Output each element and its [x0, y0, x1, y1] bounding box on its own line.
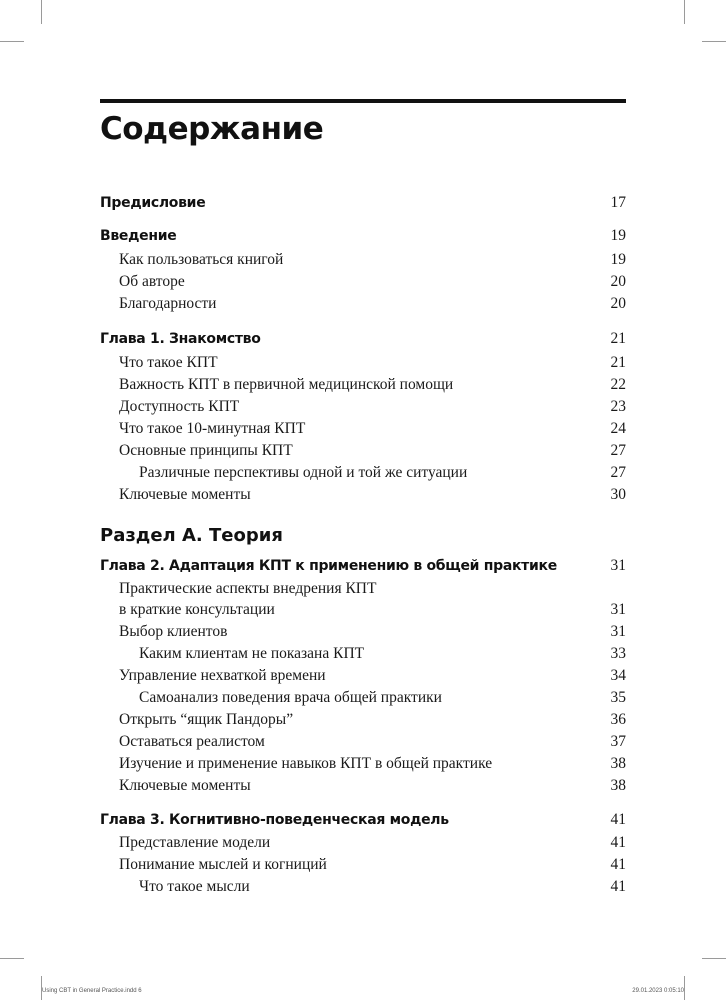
toc-entry-page: 37 — [610, 733, 626, 750]
footer-file-info: Using CBT in General Practice.indd 6 — [42, 988, 142, 994]
toc-entry-chapter-3[interactable] — [100, 811, 626, 833]
toc-entry-page: 17 — [610, 194, 626, 211]
toc-entry[interactable] — [100, 645, 626, 667]
toc-entry-page: 31 — [610, 601, 626, 618]
toc-entry-title: Основные принципы КПТ — [119, 442, 293, 459]
table-of-contents — [100, 0, 626, 1000]
toc-entry-title: Что такое 10-минутная КПТ — [119, 420, 306, 437]
toc-entry-title: Различные перспективы одной и той же ситуации — [139, 464, 468, 481]
toc-entry-page: 41 — [610, 856, 626, 873]
crop-mark — [41, 0, 42, 24]
crop-mark — [702, 41, 726, 42]
toc-entry[interactable] — [100, 623, 626, 645]
toc-entry[interactable] — [100, 601, 626, 623]
toc-entry[interactable] — [100, 580, 626, 602]
toc-entry[interactable] — [100, 251, 626, 273]
crop-mark — [702, 958, 726, 959]
toc-entry[interactable] — [100, 711, 626, 733]
toc-entry-title: Важность КПТ в первичной медицинской помощи — [119, 376, 454, 393]
toc-entry-title: Глава 3. Когнитивно-поведенческая модель — [100, 812, 449, 828]
crop-mark — [684, 976, 685, 1000]
toc-entry-page: 20 — [610, 273, 626, 290]
toc-entry[interactable] — [100, 755, 626, 777]
toc-entry-title: Ключевые моменты — [119, 777, 251, 794]
toc-entry[interactable] — [100, 398, 626, 420]
toc-entry-chapter-1[interactable] — [100, 330, 626, 352]
toc-entry-page: 27 — [610, 442, 626, 459]
page-title: Содержание — [100, 111, 324, 147]
footer-datetime: 29.01.2023 0:05:10 — [632, 988, 684, 994]
toc-entry-title: Управление нехваткой времени — [119, 667, 326, 684]
toc-entry[interactable] — [100, 442, 626, 464]
toc-entry[interactable] — [100, 733, 626, 755]
toc-entry[interactable] — [100, 689, 626, 711]
toc-entry[interactable] — [100, 354, 626, 376]
toc-entry-chapter-2[interactable] — [100, 557, 626, 579]
toc-entry-title: Изучение и применение навыков КПТ в общей практике — [119, 755, 493, 772]
toc-entry-title: Что такое КПТ — [119, 354, 218, 371]
section-heading: Раздел А. Теория — [100, 525, 283, 546]
toc-entry-title: Предисловие — [100, 195, 206, 211]
toc-entry[interactable] — [100, 376, 626, 398]
toc-entry-page: 34 — [610, 667, 626, 684]
toc-entry[interactable] — [100, 420, 626, 442]
toc-entry-page: 38 — [610, 777, 626, 794]
toc-entry-title: Благодарности — [119, 295, 217, 312]
toc-entry-title: Введение — [100, 228, 177, 244]
toc-entry-title: Каким клиентам не показана КПТ — [139, 645, 365, 662]
crop-mark — [0, 958, 24, 959]
toc-entry-page: 36 — [610, 711, 626, 728]
toc-entry-title: Практические аспекты внедрения КПТ — [119, 580, 377, 597]
toc-entry-page: 41 — [610, 834, 626, 851]
toc-entry[interactable] — [100, 667, 626, 689]
toc-entry[interactable] — [100, 878, 626, 900]
toc-entry-title: Выбор клиентов — [119, 623, 228, 640]
toc-entry-introduction[interactable] — [100, 227, 626, 249]
toc-entry-page: 20 — [610, 295, 626, 312]
toc-entry-page: 27 — [610, 464, 626, 481]
toc-entry-page: 21 — [610, 330, 626, 347]
toc-entry[interactable] — [100, 464, 626, 486]
toc-entry-title: Глава 1. Знакомство — [100, 331, 261, 347]
toc-entry-page: 24 — [610, 420, 626, 437]
toc-entry-page: 33 — [610, 645, 626, 662]
toc-entry-title: Открыть “ящик Пандоры” — [119, 711, 294, 728]
toc-entry-page: 30 — [610, 486, 626, 503]
toc-entry-title: Глава 2. Адаптация КПТ к применению в общей практике — [100, 558, 557, 574]
toc-entry[interactable] — [100, 295, 626, 317]
crop-mark — [0, 41, 24, 42]
toc-entry-page: 41 — [610, 811, 626, 828]
toc-entry-page: 23 — [610, 398, 626, 415]
toc-entry-page: 35 — [610, 689, 626, 706]
toc-entry-page: 21 — [610, 354, 626, 371]
toc-entry[interactable] — [100, 486, 626, 508]
toc-entry-title: Ключевые моменты — [119, 486, 251, 503]
toc-entry[interactable] — [100, 834, 626, 856]
toc-entry-page: 38 — [610, 755, 626, 772]
toc-entry-page: 31 — [610, 557, 626, 574]
toc-entry[interactable] — [100, 856, 626, 878]
toc-entry-title: Что такое мысли — [139, 878, 250, 895]
toc-entry-title: Самоанализ поведения врача общей практики — [139, 689, 442, 706]
toc-entry[interactable] — [100, 273, 626, 295]
toc-entry-page: 22 — [610, 376, 626, 393]
toc-entry-page: 19 — [610, 251, 626, 268]
toc-entry-page: 19 — [610, 227, 626, 244]
toc-entry[interactable] — [100, 777, 626, 799]
toc-entry-title: Об авторе — [119, 273, 185, 290]
toc-entry-page: 31 — [610, 623, 626, 640]
toc-entry-title: Представление модели — [119, 834, 271, 851]
toc-entry-title: Как пользоваться книгой — [119, 251, 284, 268]
toc-entry-title: Оставаться реалистом — [119, 733, 265, 750]
toc-entry-title: Доступность КПТ — [119, 398, 240, 415]
toc-entry-title: в краткие консультации — [119, 601, 275, 618]
crop-mark — [684, 0, 685, 24]
toc-entry-page: 41 — [610, 878, 626, 895]
toc-entry-title: Понимание мыслей и когниций — [119, 856, 327, 873]
toc-entry-preface[interactable] — [100, 194, 626, 216]
